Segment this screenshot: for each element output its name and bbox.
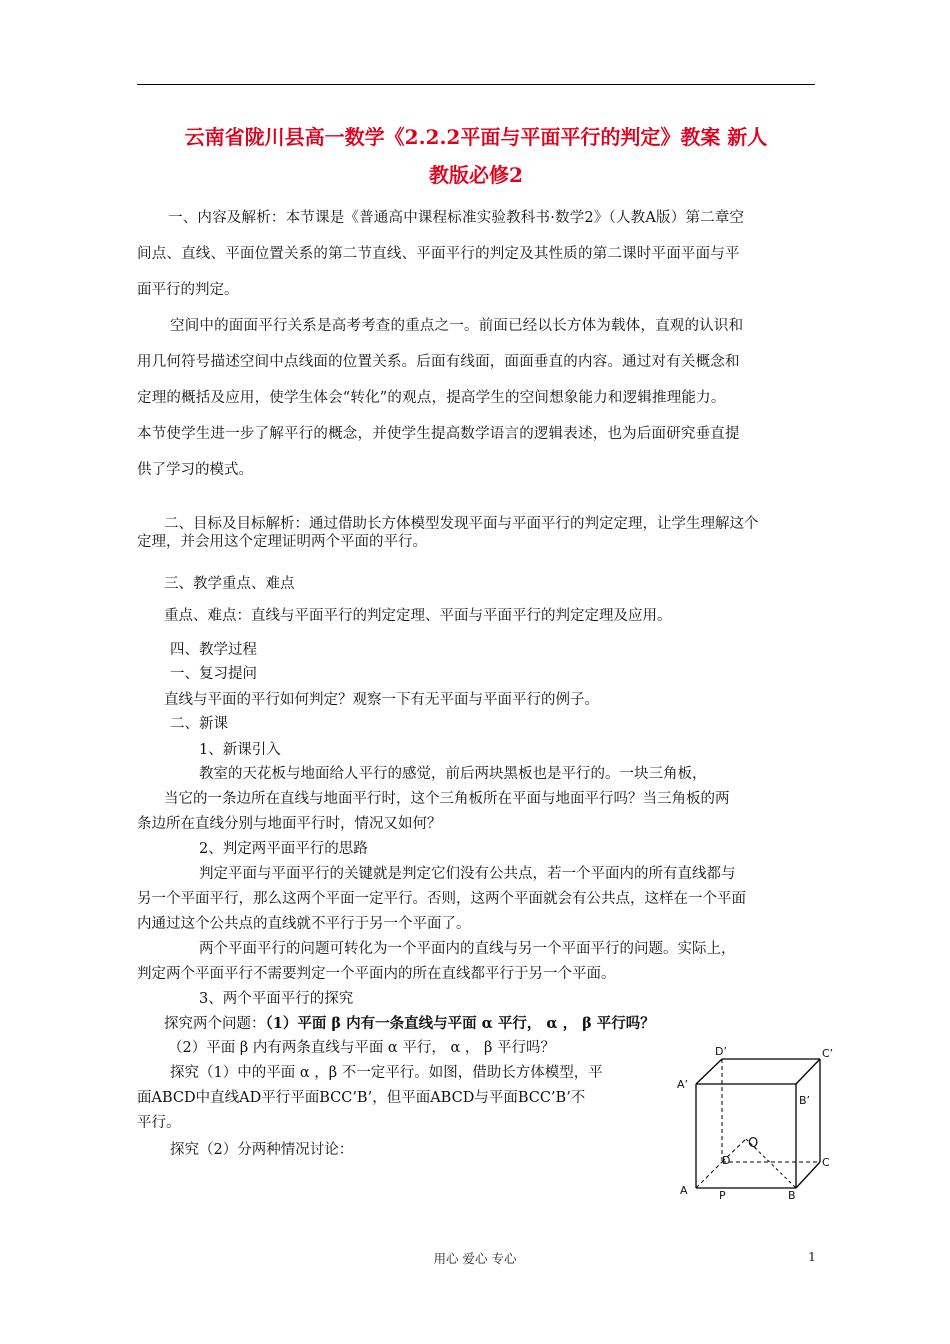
idea-line: 两个平面平行的问题可转化为一个平面内的直线与另一个平面平行的问题。实际上， (199, 941, 736, 957)
idea-line: 判定平面与平面平行的关键就是判定它们没有公共点，若一个平面内的所有直线都与 (199, 866, 736, 882)
label-D: D (722, 1154, 731, 1167)
section3-heading: 三、教学重点、难点 (164, 576, 295, 592)
idea-heading: 2、判定两平面平行的思路 (199, 841, 368, 857)
label-P: P (719, 1189, 726, 1202)
section2-line: 二、目标及目标解析：通过借助长方体模型发现平面与平面平行的判定定理，让学生理解这个 (164, 516, 759, 532)
section1-paragraph-line: 供了学习的模式。 (137, 462, 253, 478)
intro-line: 条边所在直线分别与地面平行时，情况又如何？ (137, 816, 442, 832)
review-body: 直线与平面的平行如何判定？观察一下有无平面与平面平行的例子。 (164, 692, 599, 708)
explore-questions-prefix: 探究两个问题： (164, 1016, 266, 1032)
answer1-line: 平行。 (137, 1115, 181, 1131)
document-title (137, 118, 815, 194)
intro-line: 教室的天花板与地面给人平行的感觉，前后两块黑板也是平行的。一块三角板， (199, 766, 707, 782)
label-A-prime: A’ (677, 1078, 689, 1091)
idea-line: 内通过这个公共点的直线就不平行于另一个平面了。 (137, 916, 471, 932)
label-D-prime: D’ (715, 1045, 727, 1058)
section3-body: 重点、难点：直线与平面平行的判定定理、平面与平面平行的判定定理及应用。 (164, 608, 672, 624)
section1-line: 间点、直线、平面位置关系的第二节直线、平面平行的判定及其性质的第二课时平面平面与平 (137, 246, 740, 262)
cuboid-diagram (672, 1044, 842, 1204)
label-A: A (680, 1184, 688, 1197)
label-C: C (822, 1156, 830, 1169)
section1-paragraph-line: 用几何符号描述空间中点线面的位置关系。后面有线面，面面垂直的内容。通过对有关概念和 (137, 354, 740, 370)
new-lesson-heading: 二、新课 (170, 716, 228, 732)
idea-line: 另一个平面平行，那么这两个平面一定平行。否则，这两个平面就会有公共点，这样在一个平面 (137, 891, 746, 907)
title-line-2: 教版必修2 (429, 163, 523, 187)
footer-text: 用心 爱心 专心 (433, 1251, 517, 1266)
label-B: B (788, 1189, 796, 1202)
edge-hidden-left (696, 1162, 722, 1188)
header-rule (137, 84, 815, 85)
section1-paragraph-line: 本节使学生进一步了解平行的概念，并使学生提高数学语言的逻辑表述，也为后面研究垂直提 (137, 426, 740, 442)
answer1-line: 面ABCD中直线AD平行平面BCC’B’，但平面ABCD与平面BCC’B’不 (137, 1090, 586, 1106)
edge-bottom-right (796, 1162, 820, 1188)
cuboid-figure (672, 1044, 842, 1204)
section2-line: 定理，并会用这个定理证明两个平面的平行。 (137, 534, 427, 550)
section1-line: 面平行的判定。 (137, 282, 239, 298)
intro-heading: 1、新课引入 (199, 742, 281, 758)
section1-line: 一、内容及解析：本节课是《普通高中课程标准实验教科书·数学2》（人教A版）第二章空 (168, 210, 745, 226)
page-number: 1 (808, 1249, 816, 1264)
label-C-prime: C’ (822, 1047, 834, 1060)
edge-top-left (696, 1059, 722, 1084)
explore-questions (164, 1012, 655, 1033)
explore-question-1: （1）平面 β 内有一条直线与平面 α 平行， α ， β 平行吗？ (265, 1015, 655, 1032)
answer1-line: 探究（1）中的平面 α ，β 不一定平行。如图，借助长方体模型，平 (170, 1065, 603, 1081)
idea-line: 判定两个平面平行不需要判定一个平面内的所在直线都平行于另一个平面。 (137, 966, 616, 982)
intro-line: 当它的一条边所在直线与地面平行时，这个三角板所在平面与地面平行吗？当三角板的两 (164, 791, 730, 807)
label-B-prime: B’ (799, 1094, 811, 1107)
section1-paragraph-line: 定理的概括及应用，使学生体会“转化”的观点，提高学生的空间想象能力和逻辑推理能力。 (137, 390, 726, 406)
section4-heading: 四、教学过程 (170, 642, 257, 658)
explore-question-2: （2）平面 β 内有两条直线与平面 α 平行， α ， β 平行吗？ (168, 1040, 555, 1056)
section1-paragraph-line: 空间中的面面平行关系是高考考查的重点之一。前面已经以长方体为载体，直观的认识和 (170, 318, 744, 334)
review-heading: 一、复习提问 (170, 666, 257, 682)
edge-top-right (796, 1059, 820, 1084)
explore-heading: 3、两个平面平行的探究 (199, 991, 354, 1007)
answer2-line: 探究（2）分两种情况讨论： (170, 1142, 354, 1158)
title-line-1: 云南省陇川县高一数学《2.2.2平面与平面平行的判定》教案 新人 (184, 125, 768, 149)
label-Q: Q (748, 1136, 759, 1151)
